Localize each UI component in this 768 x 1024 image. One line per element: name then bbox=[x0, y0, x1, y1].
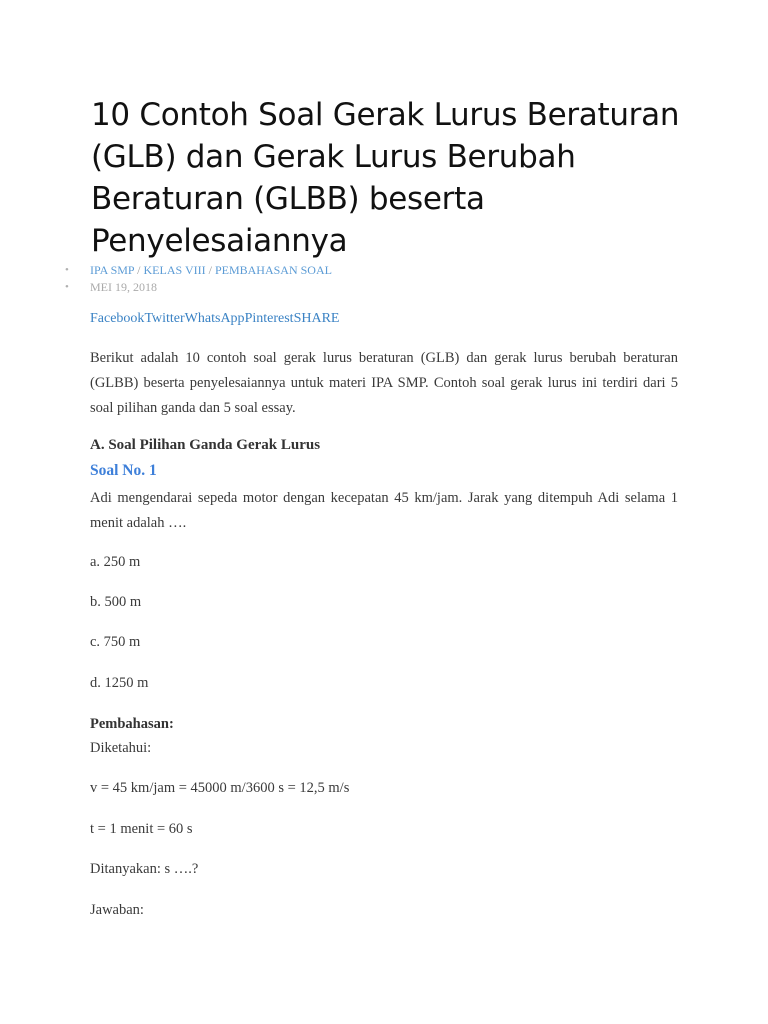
post-date: MEI 19, 2018 bbox=[90, 280, 157, 294]
category-separator: / bbox=[134, 263, 144, 277]
ditanyakan-text: Ditanyakan: s ….? bbox=[90, 861, 199, 877]
category-link-ipa-smp[interactable]: IPA SMP bbox=[90, 263, 135, 277]
pembahasan-label: Pembahasan: bbox=[90, 716, 174, 732]
option-a: a. 250 m bbox=[90, 554, 141, 570]
meta-date bbox=[65, 279, 332, 296]
question-heading: Soal No. 1 bbox=[90, 462, 157, 479]
diketahui-label: Diketahui: bbox=[90, 740, 152, 756]
post-meta bbox=[65, 262, 332, 296]
category-link-kelas-viii[interactable]: KELAS VIII bbox=[143, 263, 206, 277]
meta-categories bbox=[65, 262, 332, 279]
section-heading: A. Soal Pilihan Ganda Gerak Lurus bbox=[90, 437, 321, 453]
share-facebook-link[interactable]: Facebook bbox=[90, 311, 145, 326]
option-b: b. 500 m bbox=[90, 594, 142, 610]
given-time: t = 1 menit = 60 s bbox=[90, 821, 193, 837]
share-whatsapp-link[interactable]: WhatsApp bbox=[184, 311, 245, 326]
article-title: 10 Contoh Soal Gerak Lurus Beraturan (GLB) dan Gerak Lurus Berubah Beraturan (GLBB) beserta Penyelesaiannya bbox=[91, 97, 680, 259]
share-links bbox=[90, 311, 339, 327]
option-c: c. 750 m bbox=[90, 634, 141, 650]
category-link-pembahasan-soal[interactable]: PEMBAHASAN SOAL bbox=[214, 263, 332, 277]
category-list bbox=[90, 263, 332, 277]
bullet-icon: • bbox=[65, 281, 69, 293]
intro-paragraph: Berikut adalah 10 contoh soal gerak lurus beraturan (GLB) dan gerak lurus berubah beraturan (GLBB) beserta penyelesaiannya untuk materi IPA SMP. Contoh soal gerak lurus ini terdiri dari 5 soal pilihan ganda dan 5 soal essay. bbox=[90, 350, 678, 416]
jawaban-label: Jawaban: bbox=[90, 902, 144, 918]
given-velocity: v = 45 km/jam = 45000 m/3600 s = 12,5 m/s bbox=[90, 780, 350, 796]
share-button[interactable]: SHARE bbox=[293, 311, 340, 326]
category-separator: / bbox=[205, 263, 215, 277]
share-pinterest-link[interactable]: Pinterest bbox=[244, 311, 294, 326]
option-d: d. 1250 m bbox=[90, 675, 149, 691]
share-twitter-link[interactable]: Twitter bbox=[144, 311, 185, 326]
bullet-icon: • bbox=[65, 264, 69, 276]
question-text: Adi mengendarai sepeda motor dengan kecepatan 45 km/jam. Jarak yang ditempuh Adi selama 1 menit adalah …. bbox=[90, 490, 678, 531]
